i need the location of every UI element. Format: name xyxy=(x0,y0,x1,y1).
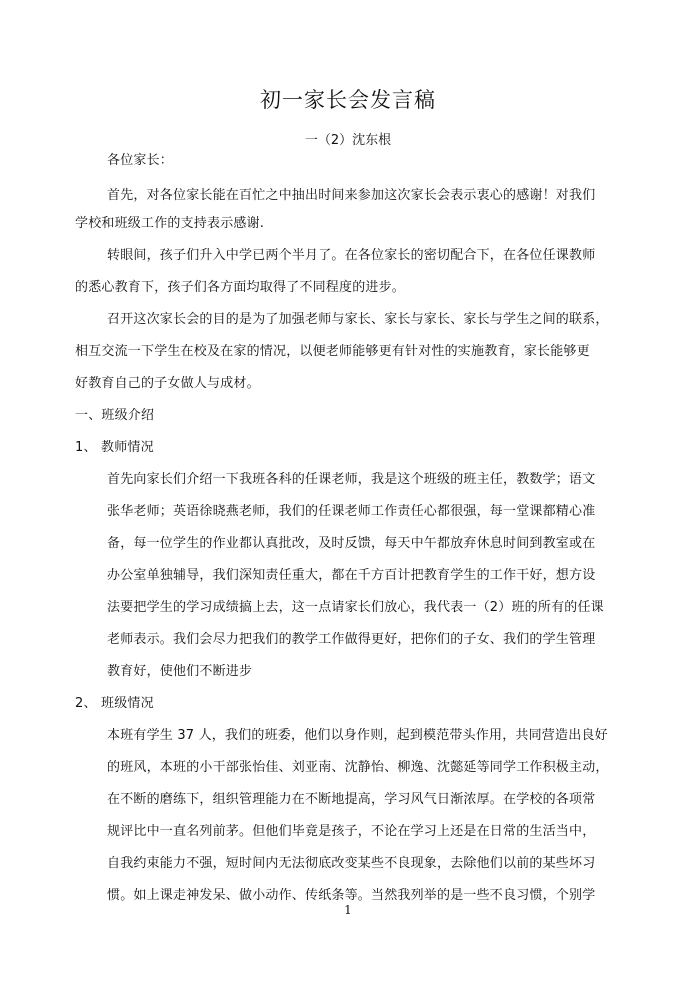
text-line: 学校和班级工作的支持表示感谢. xyxy=(75,216,265,231)
text-line: 本班有学生 37 人，我们的班委，他们以身作则，起到模范带头作用，共同营造出良好 xyxy=(107,728,608,743)
text-line: 自我约束能力不强，短时间内无法彻底改变某些不良现象，去除他们以前的某些坏习 xyxy=(107,856,596,871)
text-line: 在不断的磨练下，组织管理能力在不断地提高，学习风气日渐浓厚。在学校的各项常 xyxy=(107,792,596,807)
text-line: 法要把学生的学习成绩搞上去，这一点请家长们放心，我代表一（2）班的所有的任课 xyxy=(107,600,604,615)
document-title: 初一家长会发言稿 xyxy=(260,88,436,112)
page-number: 1 xyxy=(344,903,352,917)
subsection-heading: 1、 教师情况 xyxy=(75,440,154,455)
text-line: 首先，对各位家长能在百忙之中抽出时间来参加这次家长会表示衷心的感谢！对我们 xyxy=(107,188,596,203)
text-line: 各位家长： xyxy=(107,153,174,168)
text-line: 办公室单独辅导，我们深知责任重大，都在千方百计把教育学生的工作干好，想方设 xyxy=(107,568,596,583)
text-line: 相互交流一下学生在校及在家的情况，以便老师能够更有针对性的实施教育，家长能够更 xyxy=(75,344,590,359)
text-line: 的悉心教育下，孩子们各方面均取得了不同程度的进步。 xyxy=(75,280,406,295)
section-heading: 一、班级介绍 xyxy=(75,408,155,423)
text-line: 老师表示。我们会尽力把我们的教学工作做得更好，把你们的子女、我们的学生管理 xyxy=(107,632,596,647)
text-line: 惯。如上课走神发呆、做小动作、传纸条等。当然我列举的是一些不良习惯，个别学 xyxy=(107,888,596,903)
text-line: 好教育自己的子女做人与成材。 xyxy=(75,376,260,391)
text-line: 备，每一位学生的作业都认真批改，及时反馈，每天中午都放弃休息时间到教室或在 xyxy=(107,536,596,551)
text-line: 召开这次家长会的目的是为了加强老师与家长、家长与家长、家长与学生之间的联系， xyxy=(107,312,609,327)
text-line: 转眼间，孩子们升入中学已两个半月了。在各位家长的密切配合下，在各位任课教师 xyxy=(107,248,596,263)
text-line: 首先向家长们介绍一下我班各科的任课老师，我是这个班级的班主任，教数学；语文 xyxy=(107,472,596,487)
text-line: 张华老师；英语徐晓燕老师，我们的任课老师工作责任心都很强，每一堂课都精心准 xyxy=(107,504,596,519)
text-line: 规评比中一直名列前茅。但他们毕竟是孩子，不论在学习上还是在日常的生活当中， xyxy=(107,824,596,839)
text-line: 的班风，本班的小干部张怡佳、刘亚南、沈静怡、柳逸、沈懿延等同学工作积极主动， xyxy=(107,760,609,775)
text-line: 教育好，使他们不断进步 xyxy=(107,664,253,679)
subsection-heading: 2、 班级情况 xyxy=(75,696,154,711)
document-author: 一（2）沈东根 xyxy=(304,133,392,148)
